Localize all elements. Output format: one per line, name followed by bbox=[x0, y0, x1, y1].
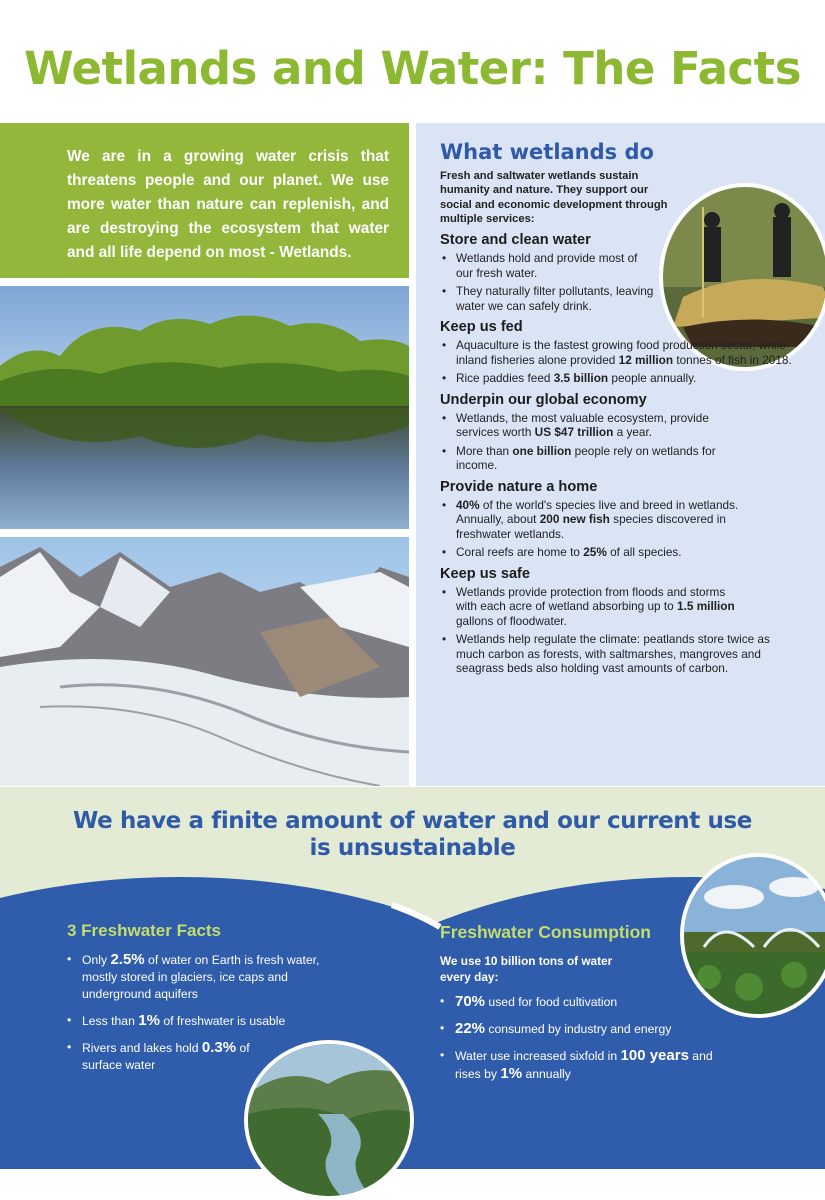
river-photo bbox=[244, 1040, 414, 1200]
freshwater-facts-heading: 3 Freshwater Facts bbox=[67, 921, 222, 940]
section-heading-keep-safe: Keep us safe bbox=[440, 565, 531, 582]
freshwater-consumption bbox=[440, 922, 720, 1092]
what-wetlands-do bbox=[440, 140, 810, 680]
list-item: • Water use increased sixfold in 100 years and rises by 1% annually bbox=[440, 1047, 720, 1083]
list-item: • Less than 1% of freshwater is usable bbox=[67, 1012, 357, 1030]
section-heading-economy: Underpin our global economy bbox=[440, 391, 647, 408]
what-wetlands-do-heading: What wetlands do bbox=[440, 140, 654, 164]
list-item: • Wetlands hold and provide most of our fresh water. bbox=[440, 251, 640, 280]
list-item: • Wetlands help regulate the climate: peatlands store twice as much carbon as forests, with saltmarshes, mangroves and seagrass beds also holding vast amounts of carbon. bbox=[440, 632, 780, 676]
section-heading-nature-home: Provide nature a home bbox=[440, 478, 598, 495]
consumption-lead: We use 10 billion tons of water every day: bbox=[440, 954, 613, 984]
section-heading-store-water: Store and clean water bbox=[440, 232, 591, 249]
list-item: • 22% consumed by industry and energy bbox=[440, 1020, 720, 1038]
intro-text: We are in a growing water crisis that threatens people and our planet. We use more water than nature can replenish, and are destroying the ecosystem that water and all life depend on most - Wetlands. bbox=[67, 148, 389, 261]
list-item: • More than one billion people rely on wetlands for income. bbox=[440, 444, 740, 473]
what-wetlands-do-intro: Fresh and saltwater wetlands sustain humanity and nature. They support our social and economic development through multiple services: bbox=[440, 170, 668, 225]
list-item: • Wetlands provide protection from floods and storms with each acre of wetland absorbing up to 1.5 million gallons of floodwater. bbox=[440, 585, 740, 629]
list-item: • Aquaculture is the fastest growing food production sector, while inland fisheries alone provided 12 million tonnes of fish in 2018. bbox=[440, 338, 810, 367]
section-heading-keep-fed: Keep us fed bbox=[440, 319, 523, 336]
finite-water-heading: We have a finite amount of water and our current use is unsustainable bbox=[73, 808, 752, 861]
page-title: Wetlands and Water: The Facts bbox=[24, 42, 801, 95]
list-item: • 40% of the world's species live and breed in wetlands. Annually, about 200 new fish species discovered in freshwater wetlands. bbox=[440, 498, 740, 542]
mangrove-photo bbox=[0, 286, 409, 529]
list-item: • Wetlands, the most valuable ecosystem, provide services worth US $47 trillion a year. bbox=[440, 411, 740, 440]
glacier-photo bbox=[0, 537, 409, 786]
list-item: • Rivers and lakes hold 0.3% of surface water bbox=[67, 1039, 257, 1074]
list-item: • Coral reefs are home to 25% of all species. bbox=[440, 545, 810, 560]
list-item: • Rice paddies feed 3.5 billion people annually. bbox=[440, 371, 810, 386]
intro-box bbox=[0, 123, 409, 278]
irrigation-photo bbox=[680, 853, 825, 1018]
list-item: • 70% used for food cultivation bbox=[440, 993, 720, 1011]
freshwater-consumption-heading: Freshwater Consumption bbox=[440, 922, 651, 942]
list-item: • Only 2.5% of water on Earth is fresh water, mostly stored in glaciers, ice caps and underground aquifers bbox=[67, 951, 357, 1003]
list-item: • They naturally filter pollutants, leaving water we can safely drink. bbox=[440, 284, 660, 313]
